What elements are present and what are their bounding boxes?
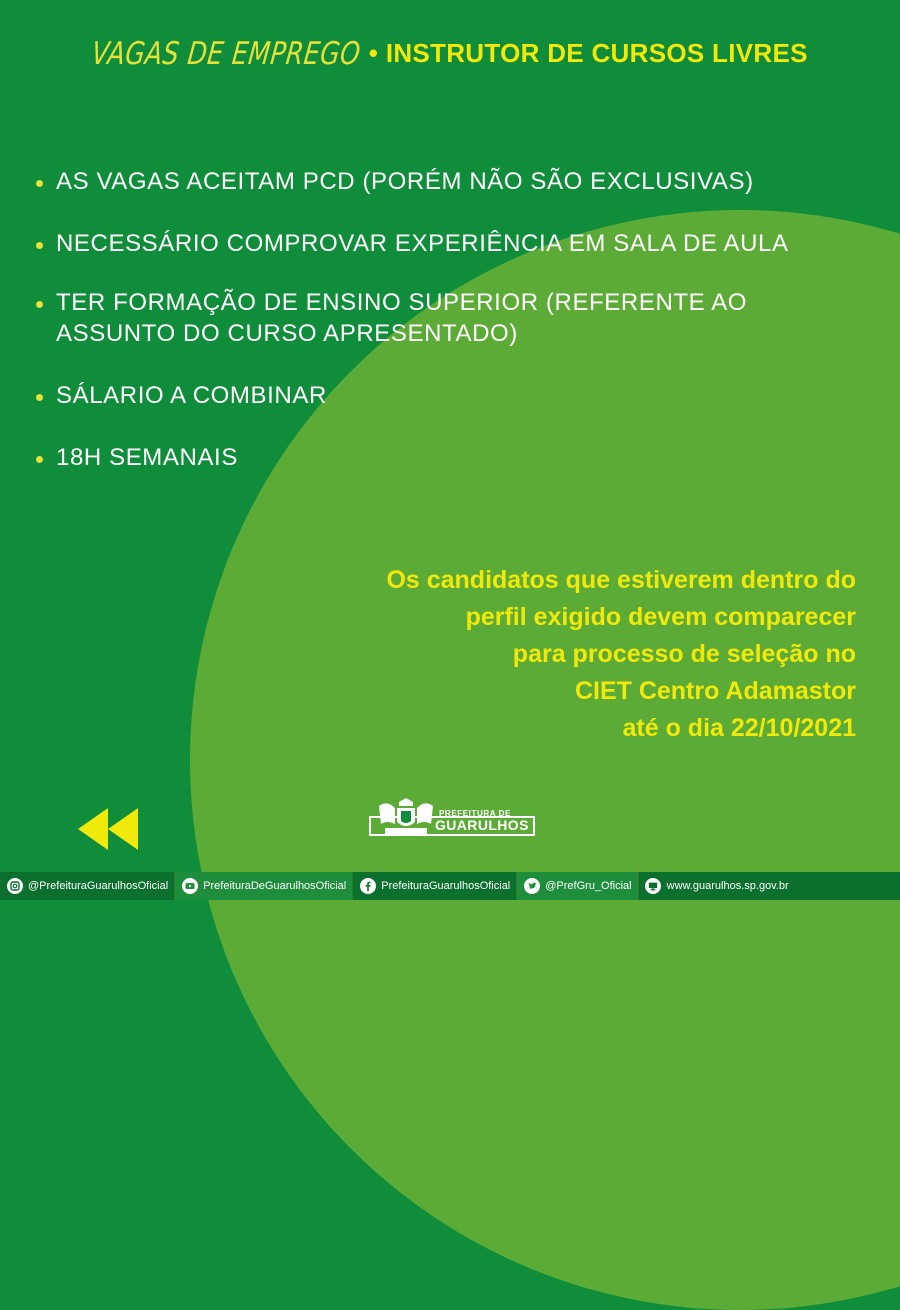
footer-website[interactable]	[639, 872, 900, 900]
footer-twitter-text: @PrefGru_Oficial	[545, 880, 632, 892]
bullet-dot-icon	[36, 301, 43, 308]
twitter-icon	[523, 878, 540, 895]
background-circle	[190, 210, 900, 1310]
note-line: perfil exigido devem comparecer	[465, 603, 856, 631]
rewind-icon	[78, 808, 140, 850]
requirement-text-line1: TER FORMAÇÃO DE ENSINO SUPERIOR (REFERENTE AO	[56, 289, 748, 316]
note-line: CIET Centro Adamastor	[574, 677, 856, 705]
requirement-text-line2: ASSUNTO DO CURSO APRESENTADO)	[56, 320, 518, 347]
footer-youtube-text: PrefeituraDeGuarulhosOficial	[203, 880, 347, 892]
bullet-dot-icon	[36, 242, 43, 249]
requirement-text: 18H SEMANAIS	[56, 444, 238, 471]
note-line: Os candidatos que estiverem dentro do	[386, 566, 856, 594]
header-separator: •	[368, 38, 378, 68]
logo-main-label: GUARULHOS	[435, 817, 529, 833]
bullet-dot-icon	[36, 394, 43, 401]
note-line: até o dia 22/10/2021	[622, 714, 856, 742]
footer-facebook-text: PrefeituraGuarulhosOficial	[381, 880, 511, 892]
prefeitura-logo	[367, 792, 539, 840]
requirement-text: NECESSÁRIO COMPROVAR EXPERIÊNCIA EM SALA DE AULA	[56, 230, 789, 257]
footer-youtube[interactable]	[175, 872, 353, 900]
monitor-icon	[645, 878, 662, 895]
requirement-item	[36, 442, 238, 473]
note-line: para processo de seleção no	[512, 640, 856, 668]
footer-facebook[interactable]	[353, 872, 517, 900]
header	[0, 35, 900, 72]
requirement-item	[36, 228, 789, 259]
youtube-icon	[181, 878, 198, 895]
logo-top-label: PREFEITURA DE	[439, 809, 511, 818]
requirement-item	[36, 287, 747, 349]
selection-note	[386, 562, 856, 747]
footer-instagram[interactable]	[0, 872, 175, 900]
requirement-text: SÁLARIO A COMBINAR	[56, 382, 327, 409]
footer-twitter[interactable]	[517, 872, 638, 900]
requirement-text: AS VAGAS ACEITAM PCD (PORÉM NÃO SÃO EXCLUSIVAS)	[56, 168, 754, 195]
header-script-title: VAGAS DE EMPREGO	[90, 35, 363, 72]
facebook-icon	[359, 878, 376, 895]
social-footer	[0, 872, 900, 900]
footer-instagram-text: @PrefeituraGuarulhosOficial	[28, 880, 169, 892]
back-button[interactable]	[78, 808, 140, 850]
city-crest-icon	[375, 794, 437, 838]
requirement-item	[36, 380, 327, 411]
requirement-item	[36, 166, 754, 197]
instagram-icon	[6, 878, 23, 895]
bullet-dot-icon	[36, 180, 43, 187]
bullet-dot-icon	[36, 456, 43, 463]
header-job-title: INSTRUTOR DE CURSOS LIVRES	[385, 38, 808, 68]
footer-website-text: www.guarulhos.sp.gov.br	[666, 880, 789, 892]
